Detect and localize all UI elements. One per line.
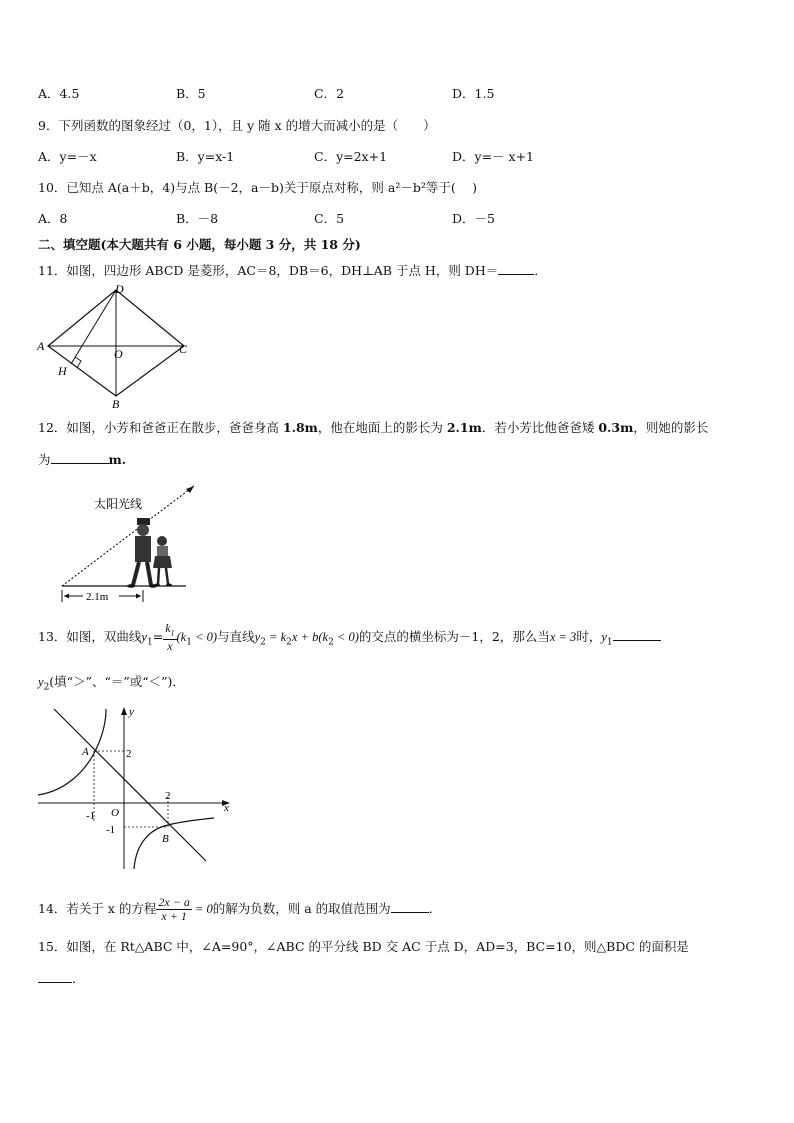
q12-diff: 0.3m	[598, 420, 634, 435]
q13-stem-line1: 13．如图，双曲线$y_1=$ $\frac{k_1}{x}$ $(k_1 < 0)$与直线$y_2 = k_2x + b(k_2 < 0)$的交点的横坐标为－1，2，那么当x = 3时，$y_1$	[38, 620, 661, 654]
q11-rhombus-figure	[34, 282, 194, 410]
sun-ray-arrow	[186, 486, 194, 493]
line-y2	[54, 709, 206, 861]
q13-answer-blank	[613, 628, 661, 641]
q10-option-c: C．5	[314, 211, 345, 226]
label-b: B	[112, 397, 120, 410]
q8-option-a: A．4.5	[38, 86, 80, 101]
q12-stem-line2	[38, 450, 126, 468]
label-sunlight: 太阳光线	[94, 497, 143, 511]
label-x-neg1: -1	[86, 810, 96, 822]
q13-stem-b: 与直线	[217, 629, 255, 644]
label-point-a: A	[82, 746, 89, 758]
q15-line2	[38, 969, 85, 987]
label-o: O	[114, 347, 123, 361]
label-y-neg1: -1	[106, 824, 116, 836]
section-2-title: 二、填空题(本大题共有 6 小题，每小题 3 分，共 18 分)	[38, 237, 361, 252]
label-x: x	[224, 802, 229, 814]
q15-answer-blank	[38, 970, 72, 983]
q14-answer-blank	[391, 900, 429, 913]
q15-stem: 15．如图，在 Rt△ABC 中，∠A=90°，∠ABC 的平分线 BD 交 AC 于点 D，AD=3，BC=10，则△BDC 的面积是	[38, 939, 689, 954]
label-shadow-length: 2.1m	[86, 591, 109, 603]
q8-option-c: C．2	[314, 86, 345, 101]
q12-sunlight-figure	[56, 480, 206, 608]
q8-option-d: D．1.5	[452, 86, 495, 101]
girl-figure	[153, 536, 172, 587]
q9-stem: 9．下列函数的图象经过（0，1），且 y 随 x 的增大而减小的是（ ）	[38, 118, 436, 133]
q11-end: ．	[534, 263, 547, 278]
q12-stem-c: ．若小芳比他爸爸矮	[481, 420, 599, 435]
q14-stem-a: 14．若关于 x 的方程	[38, 901, 157, 916]
q12-line2-a: 为	[38, 452, 51, 467]
label-a: A	[37, 339, 45, 353]
q13-graph-figure	[34, 703, 240, 873]
label-point-b: B	[162, 833, 169, 845]
q12-stem-b: ，他在地面上的影长为	[317, 420, 447, 435]
q14-stem-b: 的解为负数，则 a 的取值范围为	[212, 901, 391, 916]
q13-stem-c: 的交点的横坐标为－1，2，那么当	[358, 629, 550, 644]
label-d: D	[115, 282, 124, 296]
label-x-2: 2	[165, 790, 171, 802]
q13-stem-d: 时，	[576, 629, 602, 644]
q9-option-a: A．y=－x	[38, 149, 97, 164]
q10-stem: 10．已知点 A(a＋b，4)与点 B(－2，a－b)关于原点对称，则 a²－b²等于( )	[38, 180, 478, 195]
q14-stem-line: 14．若关于 x 的方程 $\frac{2x - a}{x + 1}$ = 0的解为负数，则 a 的取值范围为 ．	[38, 895, 442, 923]
q10-option-a: A．8	[38, 211, 68, 226]
q12-stem-d: ，则她的影长	[633, 420, 709, 435]
q12-shadow: 2.1m	[446, 420, 482, 435]
q12-dad-height: 1.8m	[282, 420, 318, 435]
q11-stem-line	[38, 261, 547, 279]
label-origin: O	[111, 807, 119, 819]
label-c: C	[179, 342, 188, 356]
q13-stem-line2: $y_2$(填“＞”、“＝”或“＜”)．	[38, 674, 185, 693]
q15-end: ．	[72, 971, 85, 986]
q13-fraction-k1-over-x: $\frac{k_1}{x}$	[165, 620, 175, 654]
hyperbola-lower-right-branch	[134, 818, 214, 869]
q14-end: ．	[428, 901, 442, 916]
q12-answer-blank	[51, 451, 109, 464]
q12-stem-a: 12．如图，小芳和爸爸正在散步，爸爸身高	[38, 420, 283, 435]
q8-option-b: B．5	[176, 86, 206, 101]
q13-line2: (填“＞”、“＝”或“＜”)．	[49, 674, 185, 689]
q14-fraction: $\frac{2x - a}{x + 1}$	[158, 895, 190, 923]
q9-option-d: D．y=－ x+1	[452, 149, 535, 164]
q9-option-c: C．y=2x+1	[314, 149, 388, 164]
segment-dh	[71, 290, 116, 364]
q12-unit: m.	[108, 452, 127, 467]
q11-stem: 11．如图，四边形 ABCD 是菱形，AC＝8，DB＝6，DH⊥AB 于点 H，则 DH＝	[38, 263, 499, 278]
hyperbola-upper-left-branch	[38, 709, 106, 795]
label-h: H	[58, 364, 67, 378]
label-y-2: 2	[126, 748, 132, 760]
label-y: y	[129, 706, 134, 718]
q10-option-d: D．－5	[452, 211, 495, 226]
dad-figure	[127, 518, 157, 588]
q13-stem-a: 13．如图，双曲线	[38, 629, 142, 644]
q11-answer-blank	[498, 262, 534, 275]
q9-option-b: B．y=x-1	[176, 149, 235, 164]
q12-stem-line1	[38, 418, 708, 436]
q10-option-b: B．－8	[176, 211, 219, 226]
